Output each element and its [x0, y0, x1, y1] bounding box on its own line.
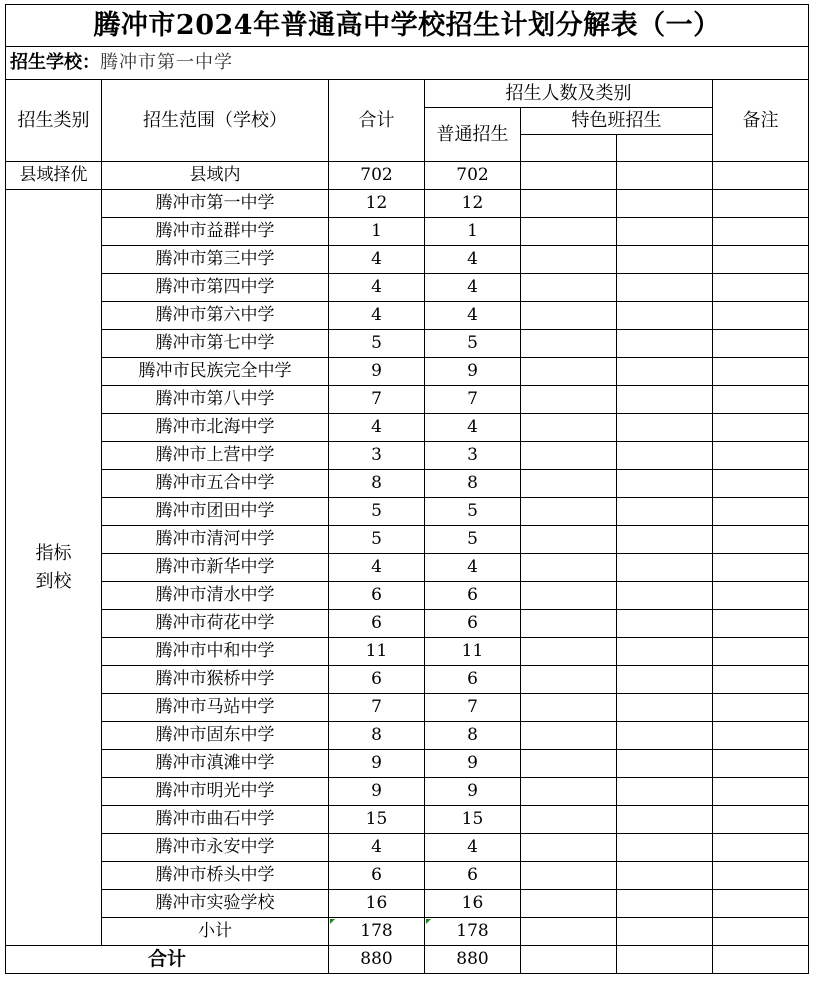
empty-cell[interactable]	[713, 190, 809, 218]
empty-cell[interactable]	[521, 498, 617, 526]
table-row	[6, 246, 809, 274]
empty-cell[interactable]	[617, 162, 713, 190]
empty-cell[interactable]	[713, 246, 809, 274]
empty-cell[interactable]	[521, 135, 617, 162]
empty-cell[interactable]	[713, 274, 809, 302]
empty-cell[interactable]	[521, 806, 617, 834]
school-total-cell[interactable]: 8	[329, 722, 425, 750]
school-total-cell[interactable]: 6	[329, 862, 425, 890]
cell-indicator-icon	[426, 919, 431, 924]
school-name-cell[interactable]: 腾冲市马站中学	[102, 694, 329, 722]
school-regular-cell[interactable]: 6	[425, 862, 521, 890]
school-name-cell[interactable]: 腾冲市永安中学	[102, 834, 329, 862]
empty-cell[interactable]	[521, 890, 617, 918]
school-name-cell[interactable]: 腾冲市第一中学	[102, 190, 329, 218]
empty-cell[interactable]	[521, 302, 617, 330]
table-row	[6, 554, 809, 582]
school-regular-cell[interactable]: 7	[425, 694, 521, 722]
empty-cell[interactable]	[713, 918, 809, 946]
empty-cell[interactable]	[713, 162, 809, 190]
county-regular[interactable]: 702	[425, 162, 521, 190]
county-total[interactable]: 702	[329, 162, 425, 190]
empty-cell[interactable]	[617, 526, 713, 554]
empty-cell[interactable]	[713, 834, 809, 862]
empty-cell[interactable]	[521, 218, 617, 246]
empty-cell[interactable]	[617, 862, 713, 890]
empty-cell[interactable]	[713, 862, 809, 890]
empty-cell[interactable]	[713, 470, 809, 498]
school-regular-cell[interactable]: 4	[425, 274, 521, 302]
school-total-cell[interactable]: 12	[329, 190, 425, 218]
school-regular-cell[interactable]: 12	[425, 190, 521, 218]
empty-cell[interactable]	[617, 778, 713, 806]
table-row	[6, 414, 809, 442]
empty-cell[interactable]	[713, 610, 809, 638]
school-total-cell[interactable]: 4	[329, 554, 425, 582]
school-total-cell[interactable]: 3	[329, 442, 425, 470]
table-row	[6, 386, 809, 414]
header-special[interactable]: 特色班招生	[521, 108, 713, 135]
school-name-cell[interactable]: 腾冲市桥头中学	[102, 862, 329, 890]
school-name-cell[interactable]: 腾冲市猴桥中学	[102, 666, 329, 694]
empty-cell[interactable]	[617, 470, 713, 498]
empty-cell[interactable]	[713, 694, 809, 722]
empty-cell[interactable]	[713, 218, 809, 246]
empty-cell[interactable]	[617, 358, 713, 386]
spreadsheet-sheet	[5, 4, 809, 974]
school-total-cell[interactable]: 1	[329, 218, 425, 246]
empty-cell[interactable]	[521, 638, 617, 666]
empty-cell[interactable]	[617, 330, 713, 358]
empty-cell[interactable]	[521, 582, 617, 610]
header-count-type[interactable]: 招生人数及类别	[425, 80, 713, 108]
header-regular[interactable]: 普通招生	[425, 108, 521, 162]
table-row	[6, 190, 809, 218]
table-row	[6, 722, 809, 750]
table-row	[6, 442, 809, 470]
school-total-cell[interactable]: 4	[329, 274, 425, 302]
empty-cell[interactable]	[617, 414, 713, 442]
empty-cell[interactable]	[521, 274, 617, 302]
school-regular-cell[interactable]: 4	[425, 302, 521, 330]
empty-cell[interactable]	[521, 442, 617, 470]
empty-cell[interactable]	[521, 470, 617, 498]
empty-cell[interactable]	[617, 806, 713, 834]
empty-cell[interactable]	[617, 246, 713, 274]
school-regular-cell[interactable]: 9	[425, 358, 521, 386]
school-regular-cell[interactable]: 4	[425, 246, 521, 274]
empty-cell[interactable]	[713, 358, 809, 386]
subtotal-regular[interactable]: 178	[425, 918, 521, 946]
school-regular-cell[interactable]: 4	[425, 554, 521, 582]
empty-cell[interactable]	[617, 610, 713, 638]
school-total-cell[interactable]: 6	[329, 610, 425, 638]
school-regular-cell[interactable]: 7	[425, 386, 521, 414]
county-category[interactable]: 县域择优	[6, 162, 102, 190]
school-name-cell[interactable]: 腾冲市清水中学	[102, 582, 329, 610]
school-regular-cell[interactable]: 3	[425, 442, 521, 470]
school-cell[interactable]	[6, 47, 809, 80]
empty-cell[interactable]	[617, 190, 713, 218]
grand-total-regular[interactable]: 880	[425, 946, 521, 974]
empty-cell[interactable]	[713, 386, 809, 414]
school-regular-cell[interactable]: 5	[425, 526, 521, 554]
header-category[interactable]: 招生类别	[6, 80, 102, 162]
empty-cell[interactable]	[617, 554, 713, 582]
school-name-cell[interactable]: 腾冲市清河中学	[102, 526, 329, 554]
school-total-cell[interactable]: 6	[329, 582, 425, 610]
empty-cell[interactable]	[521, 190, 617, 218]
school-regular-cell[interactable]: 11	[425, 638, 521, 666]
school-regular-cell[interactable]: 15	[425, 806, 521, 834]
table-row	[6, 834, 809, 862]
table-row	[6, 778, 809, 806]
empty-cell[interactable]	[617, 274, 713, 302]
school-total-cell[interactable]: 4	[329, 302, 425, 330]
table-row	[6, 526, 809, 554]
table-row	[6, 750, 809, 778]
empty-cell[interactable]	[521, 694, 617, 722]
empty-cell[interactable]	[617, 834, 713, 862]
county-row	[6, 162, 809, 190]
school-total-cell[interactable]: 7	[329, 694, 425, 722]
school-regular-cell[interactable]: 8	[425, 470, 521, 498]
table-title[interactable]: 腾冲市2024年普通高中学校招生计划分解表（一）	[6, 5, 809, 47]
empty-cell[interactable]	[521, 834, 617, 862]
school-total-cell[interactable]: 16	[329, 890, 425, 918]
enrollment-plan-table	[5, 4, 809, 974]
school-regular-cell[interactable]: 1	[425, 218, 521, 246]
empty-cell[interactable]	[617, 750, 713, 778]
grand-total-total[interactable]: 880	[329, 946, 425, 974]
table-row	[6, 302, 809, 330]
empty-cell[interactable]	[521, 414, 617, 442]
school-total-cell[interactable]: 11	[329, 638, 425, 666]
empty-cell[interactable]	[617, 498, 713, 526]
school-total-cell[interactable]: 5	[329, 498, 425, 526]
table-row	[6, 666, 809, 694]
empty-cell[interactable]	[521, 526, 617, 554]
school-total-cell[interactable]: 5	[329, 526, 425, 554]
subtotal-row	[6, 918, 809, 946]
grand-total-row	[6, 946, 809, 974]
table-row	[6, 330, 809, 358]
empty-cell[interactable]	[713, 414, 809, 442]
table-row	[6, 470, 809, 498]
table-row	[6, 218, 809, 246]
empty-cell[interactable]	[713, 638, 809, 666]
table-row	[6, 890, 809, 918]
school-regular-cell[interactable]: 8	[425, 722, 521, 750]
empty-cell[interactable]	[713, 582, 809, 610]
empty-cell[interactable]	[617, 218, 713, 246]
school-total-cell[interactable]: 4	[329, 834, 425, 862]
empty-cell[interactable]	[521, 358, 617, 386]
school-name: 腾冲市第一中学	[100, 52, 233, 73]
school-name-cell[interactable]: 腾冲市北海中学	[102, 414, 329, 442]
school-name-cell[interactable]: 腾冲市五合中学	[102, 470, 329, 498]
school-name-cell[interactable]: 腾冲市第八中学	[102, 386, 329, 414]
empty-cell[interactable]	[617, 638, 713, 666]
school-label: 招生学校：	[10, 52, 100, 73]
empty-cell[interactable]	[713, 890, 809, 918]
table-row	[6, 862, 809, 890]
school-total-cell[interactable]: 7	[329, 386, 425, 414]
empty-cell[interactable]	[713, 330, 809, 358]
empty-cell[interactable]	[713, 778, 809, 806]
header-scope[interactable]: 招生范围（学校）	[102, 80, 329, 162]
school-name-cell[interactable]: 腾冲市团田中学	[102, 498, 329, 526]
empty-cell[interactable]	[617, 722, 713, 750]
table-row	[6, 274, 809, 302]
empty-cell[interactable]	[521, 610, 617, 638]
empty-cell[interactable]	[713, 806, 809, 834]
table-row	[6, 694, 809, 722]
table-row	[6, 582, 809, 610]
empty-cell[interactable]	[713, 666, 809, 694]
school-name-cell[interactable]: 腾冲市上营中学	[102, 442, 329, 470]
school-regular-cell[interactable]: 6	[425, 582, 521, 610]
school-regular-cell[interactable]: 5	[425, 498, 521, 526]
empty-cell[interactable]	[617, 694, 713, 722]
empty-cell[interactable]	[617, 666, 713, 694]
empty-cell[interactable]	[521, 246, 617, 274]
empty-cell[interactable]	[617, 442, 713, 470]
empty-cell[interactable]	[521, 778, 617, 806]
county-scope[interactable]: 县域内	[102, 162, 329, 190]
table-row	[6, 610, 809, 638]
school-total-cell[interactable]: 4	[329, 414, 425, 442]
empty-cell[interactable]	[713, 498, 809, 526]
school-name-cell[interactable]: 腾冲市曲石中学	[102, 806, 329, 834]
empty-cell[interactable]	[521, 162, 617, 190]
empty-cell[interactable]	[617, 946, 713, 974]
empty-cell[interactable]	[713, 554, 809, 582]
school-name-cell[interactable]: 腾冲市中和中学	[102, 638, 329, 666]
empty-cell[interactable]	[713, 722, 809, 750]
empty-cell[interactable]	[521, 722, 617, 750]
empty-cell[interactable]	[521, 918, 617, 946]
grand-total-label[interactable]: 合计	[6, 946, 329, 974]
school-total-cell[interactable]: 15	[329, 806, 425, 834]
school-name-cell[interactable]: 腾冲市实验学校	[102, 890, 329, 918]
empty-cell[interactable]	[521, 946, 617, 974]
school-regular-cell[interactable]: 9	[425, 750, 521, 778]
quota-category[interactable]: 指标 到校	[6, 190, 102, 946]
school-regular-cell[interactable]: 4	[425, 834, 521, 862]
table-row	[6, 638, 809, 666]
table-row	[6, 498, 809, 526]
empty-cell[interactable]	[521, 666, 617, 694]
header-total[interactable]: 合计	[329, 80, 425, 162]
school-name-cell[interactable]: 腾冲市第四中学	[102, 274, 329, 302]
empty-cell[interactable]	[521, 330, 617, 358]
empty-cell[interactable]	[713, 750, 809, 778]
school-name-cell[interactable]: 腾冲市第三中学	[102, 246, 329, 274]
empty-cell[interactable]	[617, 386, 713, 414]
school-regular-cell[interactable]: 6	[425, 610, 521, 638]
table-row	[6, 806, 809, 834]
school-total-cell[interactable]: 4	[329, 246, 425, 274]
empty-cell[interactable]	[617, 890, 713, 918]
school-regular-cell[interactable]: 5	[425, 330, 521, 358]
empty-cell[interactable]	[521, 862, 617, 890]
school-name-cell[interactable]: 腾冲市明光中学	[102, 778, 329, 806]
table-row	[6, 358, 809, 386]
empty-cell[interactable]	[521, 750, 617, 778]
school-total-cell[interactable]: 9	[329, 778, 425, 806]
school-total-cell[interactable]: 9	[329, 358, 425, 386]
empty-cell[interactable]	[713, 946, 809, 974]
school-name-cell[interactable]: 腾冲市第六中学	[102, 302, 329, 330]
empty-cell[interactable]	[713, 442, 809, 470]
subtotal-label[interactable]: 小计	[102, 918, 329, 946]
empty-cell[interactable]	[617, 582, 713, 610]
school-name-cell[interactable]: 腾冲市民族完全中学	[102, 358, 329, 386]
empty-cell[interactable]	[713, 302, 809, 330]
school-total-cell[interactable]: 8	[329, 470, 425, 498]
school-total-cell[interactable]: 9	[329, 750, 425, 778]
school-name-cell[interactable]: 腾冲市荷花中学	[102, 610, 329, 638]
school-name-cell[interactable]: 腾冲市固东中学	[102, 722, 329, 750]
header-remark[interactable]: 备注	[713, 80, 809, 162]
subtotal-total[interactable]: 178	[329, 918, 425, 946]
empty-cell[interactable]	[617, 135, 713, 162]
empty-cell[interactable]	[521, 386, 617, 414]
empty-cell[interactable]	[521, 554, 617, 582]
school-regular-cell[interactable]: 16	[425, 890, 521, 918]
school-name-cell[interactable]: 腾冲市滇滩中学	[102, 750, 329, 778]
school-total-cell[interactable]: 5	[329, 330, 425, 358]
school-name-cell[interactable]: 腾冲市益群中学	[102, 218, 329, 246]
school-regular-cell[interactable]: 9	[425, 778, 521, 806]
empty-cell[interactable]	[617, 918, 713, 946]
school-name-cell[interactable]: 腾冲市新华中学	[102, 554, 329, 582]
school-regular-cell[interactable]: 6	[425, 666, 521, 694]
school-regular-cell[interactable]: 4	[425, 414, 521, 442]
empty-cell[interactable]	[713, 526, 809, 554]
school-total-cell[interactable]: 6	[329, 666, 425, 694]
empty-cell[interactable]	[617, 302, 713, 330]
cell-indicator-icon	[330, 919, 335, 924]
school-name-cell[interactable]: 腾冲市第七中学	[102, 330, 329, 358]
